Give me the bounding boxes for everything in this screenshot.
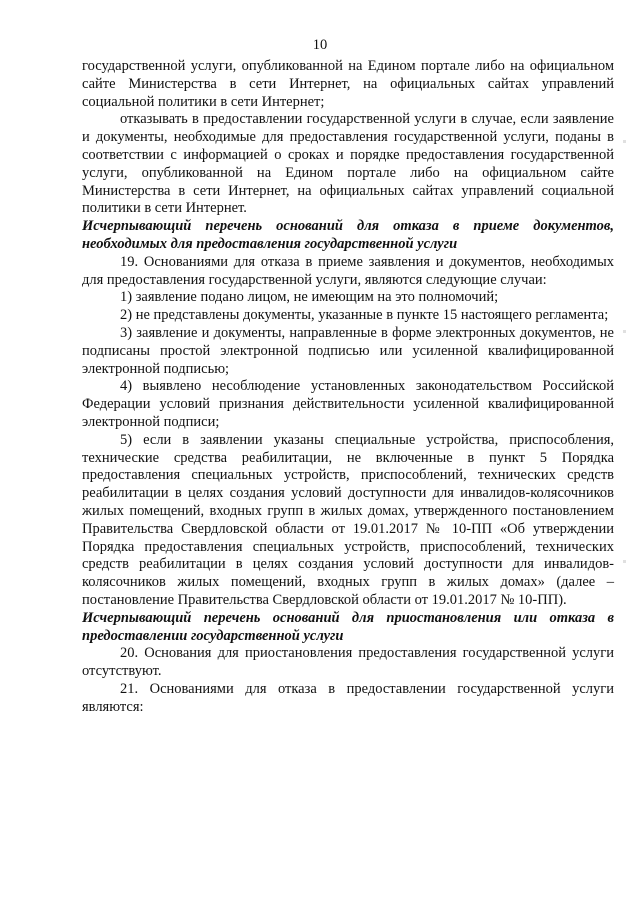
clause-19-item-5: 5) если в заявлении указаны специальные устройства, приспособления, технические средства реабилитации, не включенные в пункт 5 Порядка предоставления специальных устройств, приспособлений, технических средств реабилитации в целях создания условий доступности для инвалидов-колясочников жилых помещений, входных групп в жилых домах, утвержденного постановлением Правительства Свердловской области от 19.01.2017 № 10-ПП «Об утверждении Порядка предоставления специальных устройств, приспособлений, технических средств реабилитации в целях создания условий доступности для инвалидов-колясочников жилых помещений, входных групп в жилых домах» (далее – постановление Правительства Свердловской области от 19.01.2017 № 10-ПП). [82,431,614,608]
scan-mark [623,560,626,563]
clause-20: 20. Основания для приостановления предоставления государственной услуги отсутствуют. [82,645,614,680]
clause-19-item-1: 1) заявление подано лицом, не имеющим на это полномочий; [120,289,499,306]
scan-mark [623,330,626,333]
section-heading-suspension [82,610,614,646]
clause-19-item-4: 4) выявлено несоблюдение установленных законодательством Российской Федерации условий признания действительности усиленной квалифицированной электронной подписи; [82,378,614,430]
heading-1-text: Исчерпывающий перечень оснований для отказа в приеме документов, необходимых для предоставления государственной услуги [82,218,614,252]
scan-mark [623,140,626,143]
clause-19-intro: 19. Основаниями для отказа в приеме заявления и документов, необходимых для предоставления государственной услуги, являются следующие случаи: [82,253,614,288]
document-body [82,58,614,716]
page-number: 10 [312,37,328,53]
clause-21: 21. Основаниями для отказа в предоставлении государственной услуги являются: [82,680,614,715]
paragraph-continuation: государственной услуги, опубликованной на Едином портале либо на официальном сайте Министерства в сети Интернет, на официальных сайтах управлений социальной политики в сети Интернет; [82,58,614,110]
clause-19-item-3: 3) заявление и документы, направленные в форме электронных документов, не подписаны простой электронной подписью или усиленной квалифицированной электронной подписью; [82,324,614,377]
clause-19-item-2: 2) не представлены документы, указанные в пункте 15 настоящего регламента; [120,307,609,324]
heading-2-text: Исчерпывающий перечень оснований для приостановления или отказа в предоставлении государственной услуги [82,609,614,644]
section-heading-refusal-documents [82,218,614,254]
paragraph-refusal-note: отказывать в предоставлении государственной услуги в случае, если заявление и документы, необходимые для предоставления государственной услуги, поданы в соответствии с информацией о сроках и порядке предоставления государственной услуги, опубликованной на Едином портале либо на официальном сайте Министерства в сети Интернет, на официальных сайтах управлений социальной политики в сети Интернет. [82,111,614,217]
